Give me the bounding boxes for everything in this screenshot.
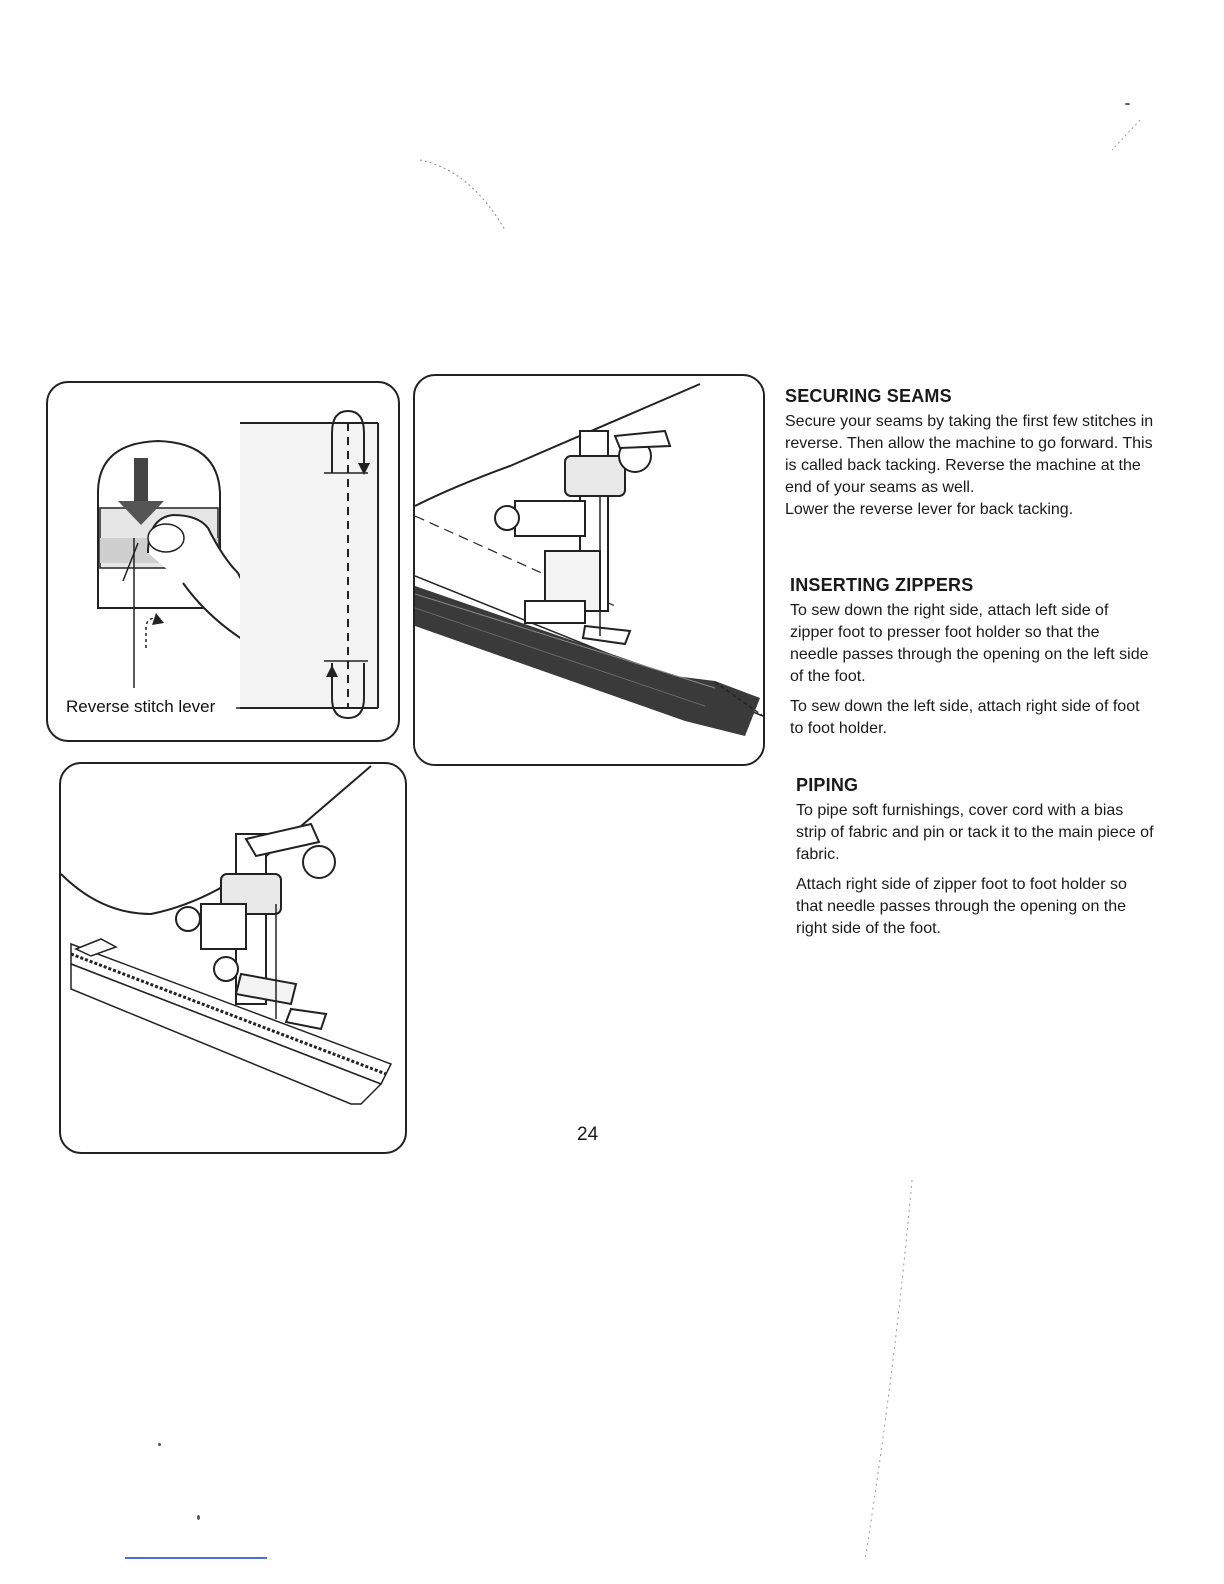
section-heading: SECURING SEAMS: [785, 386, 952, 406]
figure-caption: Reverse stitch lever: [66, 697, 216, 716]
footer-rule: [125, 1557, 267, 1559]
section-paragraph: Lower the reverse lever for back tacking.: [785, 501, 1074, 518]
scan-speck: [197, 1515, 200, 1520]
zipper-insertion-illustration: [61, 764, 405, 1152]
section-securing-seams: [785, 386, 1155, 529]
section-heading: PIPING: [796, 775, 859, 795]
section-paragraph: Attach right side of zipper foot to foot holder so that needle passes through the opening on the right side of the foot.: [796, 876, 1127, 937]
section-paragraph: Secure your seams by taking the first few stitches in reverse. Then allow the machine to go forward. This is called back tacking. Reverse the machine at the end of your seams as well.: [785, 413, 1154, 496]
section-heading: INSERTING ZIPPERS: [790, 575, 974, 595]
figure-zipper-insertion: [59, 762, 407, 1154]
zipper-foot-illustration: [415, 376, 763, 764]
scan-speck: [158, 1443, 161, 1446]
scan-speck: [1125, 103, 1130, 105]
reverse-lever-illustration: [48, 383, 398, 740]
section-paragraph: To pipe soft furnishings, cover cord with a bias strip of fabric and pin or tack it to the main piece of fabric.: [796, 802, 1154, 863]
section-paragraph: To sew down the right side, attach left side of zipper foot to presser foot holder so that the needle passes through the opening on the left side of the foot.: [790, 602, 1149, 685]
figure-reverse-stitch-lever: [46, 381, 400, 742]
figure-inserting-zippers: [413, 374, 765, 766]
section-paragraph: To sew down the left side, attach right side of foot to foot holder.: [790, 698, 1140, 737]
section-inserting-zippers: [790, 575, 1150, 748]
section-piping: [796, 775, 1154, 948]
page-number: 24: [577, 1124, 599, 1145]
